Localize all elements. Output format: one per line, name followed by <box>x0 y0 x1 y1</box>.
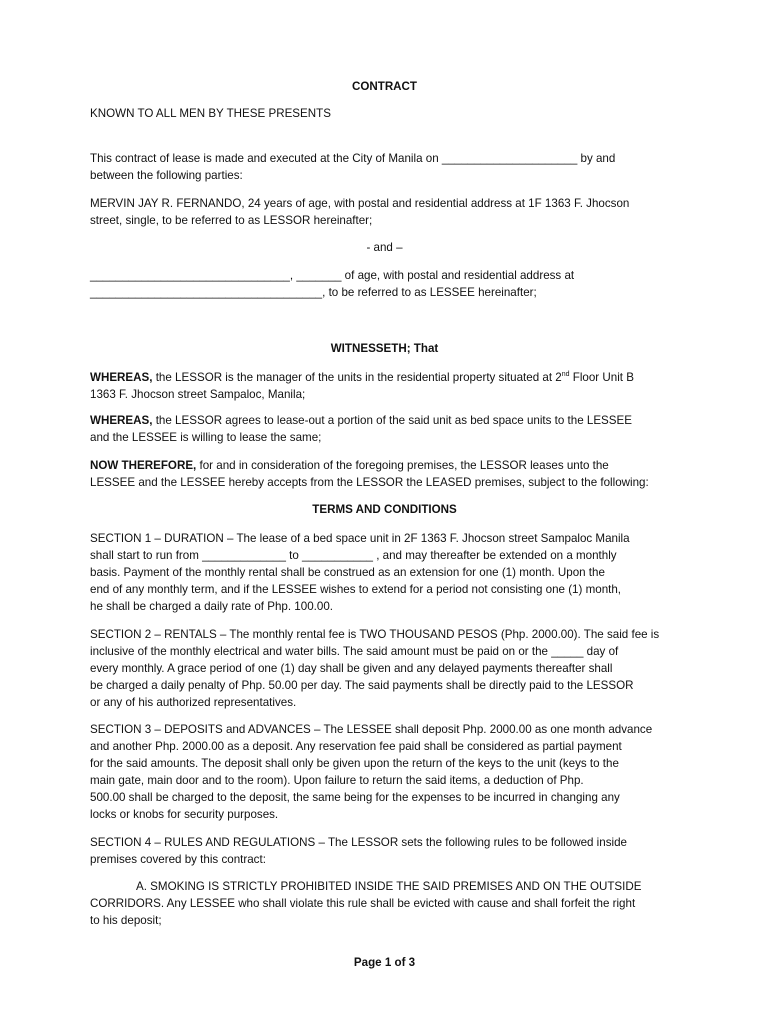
section3-line: locks or knobs for security purposes. <box>90 808 279 821</box>
section1-line: shall start to run from _____________ to ___________ , and may thereafter be extended on a monthly <box>90 549 617 562</box>
rule-a-line: CORRIDORS. Any LESSEE who shall violate this rule shall be evicted with cause and shall forfeit the right <box>90 897 636 910</box>
rule-a-paragraph <box>90 878 679 929</box>
section2-line: SECTION 2 – RENTALS – The monthly rental fee is TWO THOUSAND PESOS (Php. 2000.00). The said fee is <box>90 628 660 641</box>
whereas2-lead: WHEREAS, <box>90 414 153 427</box>
section3-line: 500.00 shall be charged to the deposit, the same being for the expenses to be incurred in changing any <box>90 791 620 804</box>
whereas1-text-a: the LESSOR is the manager of the units in the residential property situated at 2 <box>152 371 562 384</box>
witnesseth-heading: WITNESSETH; That <box>330 342 439 355</box>
section-4-paragraph <box>90 834 679 868</box>
now-therefore-paragraph <box>90 457 679 491</box>
lessee-line-1: _______________________________, _______ of age, with postal and residential address at <box>90 269 575 282</box>
now-therefore-line-2: LESSEE and the LESSEE hereby accepts from the LESSOR the LEASED premises, subject to the following: <box>90 476 649 489</box>
whereas2-line-2: and the LESSEE is willing to lease the same; <box>90 431 322 444</box>
section2-line: inclusive of the monthly electrical and water bills. The said amount must be paid on or the _____ day of <box>90 645 619 658</box>
now-therefore-text: for and in consideration of the foregoing premises, the LESSOR leases unto the <box>196 459 609 472</box>
section-1-paragraph <box>90 530 679 615</box>
whereas1-line-2: 1363 F. Jhocson street Sampaloc, Manila; <box>90 388 306 401</box>
section1-line: basis. Payment of the monthly rental shall be construed as an extension for one (1) month. Upon the <box>90 566 605 579</box>
section3-line: for the said amounts. The deposit shall only be given upon the return of the keys to the unit (keys to the <box>90 757 619 770</box>
section1-line: he shall be charged a daily rate of Php. 100.00. <box>90 600 333 613</box>
section-3-paragraph <box>90 721 679 823</box>
and-separator: - and – <box>366 241 403 254</box>
section4-line: premises covered by this contract: <box>90 853 266 866</box>
intro-line-2: between the following parties: <box>90 169 243 182</box>
rule-a-line: to his deposit; <box>90 914 162 927</box>
section3-line: and another Php. 2000.00 as a deposit. Any reservation fee paid shall be considered as partial payment <box>90 740 622 753</box>
lessee-party-paragraph <box>90 267 679 301</box>
whereas2-text: the LESSOR agrees to lease-out a portion of the said unit as bed space units to the LESSEE <box>152 414 632 427</box>
lessor-party-paragraph <box>90 195 679 229</box>
now-therefore-line-1 <box>90 457 679 474</box>
section-2-paragraph <box>90 626 679 711</box>
whereas1-lead: WHEREAS, <box>90 371 153 384</box>
section2-line: be charged a daily penalty of Php. 50.00 per day. The said payments shall be directly paid to the LESSOR <box>90 679 634 692</box>
page-number: Page 1 of 3 <box>353 956 416 969</box>
document-title: CONTRACT <box>351 80 418 93</box>
rule-a-line: A. SMOKING IS STRICTLY PROHIBITED INSIDE THE SAID PREMISES AND ON THE OUTSIDE <box>136 880 642 893</box>
section1-line: SECTION 1 – DURATION – The lease of a bed space unit in 2F 1363 F. Jhocson street Sampaloc Manila <box>90 532 630 545</box>
lessor-line-1: MERVIN JAY R. FERNANDO, 24 years of age, with postal and residential address at 1F 1363 F. Jhocson <box>90 197 630 210</box>
preamble: KNOWN TO ALL MEN BY THESE PRESENTS <box>90 107 331 120</box>
section1-line: end of any monthly term, and if the LESSEE wishes to extend for a period not consisting one (1) month, <box>90 583 622 596</box>
intro-paragraph <box>90 150 679 184</box>
whereas1-superscript: nd <box>561 371 570 379</box>
intro-line-1: This contract of lease is made and executed at the City of Manila on _____________________ by and <box>90 152 616 165</box>
section2-line: every monthly. A grace period of one (1) day shall be given and any delayed payments thereafter shall <box>90 662 613 675</box>
lessor-line-2: street, single, to be referred to as LESSOR hereinafter; <box>90 214 373 227</box>
now-therefore-lead: NOW THEREFORE, <box>90 459 197 472</box>
lessee-line-2: ____________________________________, to be referred to as LESSEE hereinafter; <box>90 286 537 299</box>
whereas-paragraph-2 <box>90 412 679 446</box>
section4-line: SECTION 4 – RULES AND REGULATIONS – The LESSOR sets the following rules to be followed inside <box>90 836 627 849</box>
section3-line: main gate, main door and to the room). Upon failure to return the said items, a deduction of Php. <box>90 774 584 787</box>
whereas-paragraph-1 <box>90 369 679 403</box>
terms-heading: TERMS AND CONDITIONS <box>312 503 457 516</box>
whereas2-line-1 <box>90 412 679 429</box>
whereas1-line-1 <box>90 369 679 386</box>
section2-line: or any of his authorized representatives. <box>90 696 297 709</box>
section3-line: SECTION 3 – DEPOSITS and ADVANCES – The LESSEE shall deposit Php. 2000.00 as one month advance <box>90 723 653 736</box>
whereas1-text-b: Floor Unit B <box>569 371 634 384</box>
